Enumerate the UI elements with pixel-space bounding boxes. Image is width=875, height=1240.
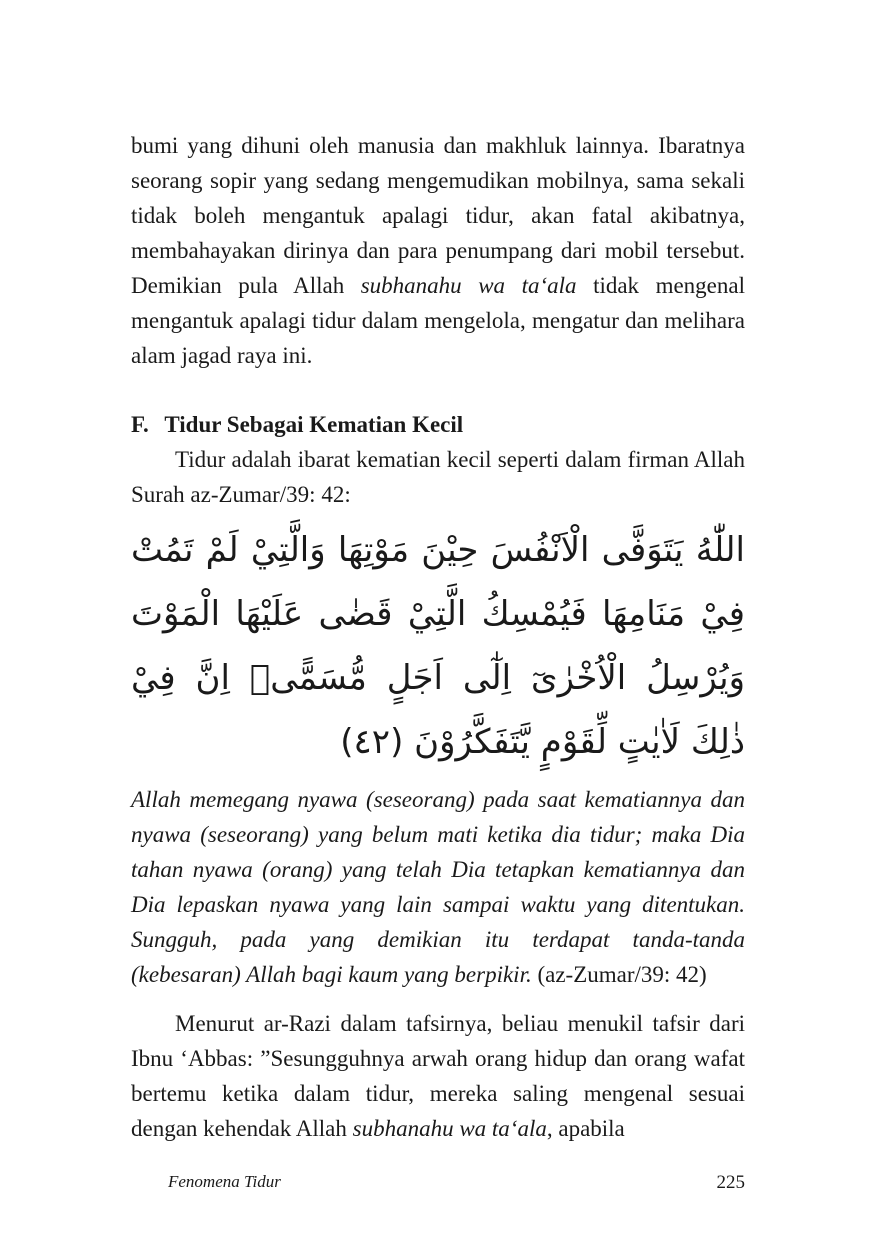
- paragraph-razi: [131, 1006, 745, 1146]
- page-body: [131, 128, 745, 1146]
- paragraph-text: , apabila: [546, 1116, 625, 1141]
- intro-paragraph: Tidur adalah ibarat kematian kecil seperti dalam firman Allah Surah az-Zumar/39: 42:: [131, 447, 745, 507]
- spacer: [131, 992, 745, 1006]
- quran-verse-arabic: اللّٰهُ يَتَوَفَّى الْاَنْفُسَ حِيْنَ مَوْتِهَا وَالَّتِيْ لَمْ تَمُتْ فِيْ مَنَامِهَا فَيُمْسِكُ الَّتِيْ قَضٰى عَلَيْهَا الْمَوْتَ وَيُرْسِلُ الْاُخْرٰىٓ اِلٰٓى اَجَلٍ مُّسَمًّىۗ اِنَّ فِيْ ذٰلِكَ لَاٰيٰتٍ لِّقَوْمٍ يَّتَفَكَّرُوْنَ (٤٢): [131, 530, 745, 762]
- paragraph-text: Menurut ar-Razi dalam tafsirnya, beliau menukil tafsir dari Ibnu ‘Abbas: ”Sesungguhnya arwah orang hidup dan orang wafat bertemu ketika dalam tidur, mereka saling mengenal sesuai dengan kehendak Allah: [131, 1011, 745, 1141]
- translation-text: Allah memegang nyawa (seseorang) pada saat kematiannya dan nyawa (seseorang) yang belum mati ketika dia tidur; maka Dia tahan nyawa (orang) yang telah Dia tetapkan kematiannya dan Dia lepaskan nyawa yang lain sampai waktu yang ditentukan. Sungguh, pada yang demikian itu terdapat tanda-tanda (kebesaran) Allah bagi kaum yang berpikir.: [131, 787, 745, 987]
- paragraph-continuation: [131, 128, 745, 373]
- italic-phrase: subhanahu wa ta‘ala: [352, 1116, 547, 1141]
- section-heading: [131, 407, 745, 442]
- verse-reference: (az-Zumar/39: 42): [537, 962, 707, 987]
- paragraph-text: tidak mengenal mengantuk apalagi tidur dalam mengelola, mengatur dan melihara alam jagad raya ini.: [131, 273, 745, 368]
- page-number: 225: [716, 1172, 745, 1193]
- running-footer-title: Fenomena Tidur: [168, 1172, 281, 1191]
- verse-translation: [131, 782, 745, 992]
- section-number: F.: [131, 412, 149, 437]
- section-title: Tidur Sebagai Kematian Kecil: [164, 412, 464, 437]
- paragraph-text: bumi yang dihuni oleh manusia dan makhluk lainnya. Ibaratnya seorang sopir yang sedang mengemudikan mobilnya, sama sekali tidak boleh mengantuk apalagi tidur, akan fatal akibatnya, membahayakan dirinya dan para penumpang dari mobil tersebut. Demikian pula Allah: [131, 133, 745, 298]
- italic-phrase: subhanahu wa ta‘ala: [360, 273, 577, 298]
- page-footer: [168, 1172, 745, 1198]
